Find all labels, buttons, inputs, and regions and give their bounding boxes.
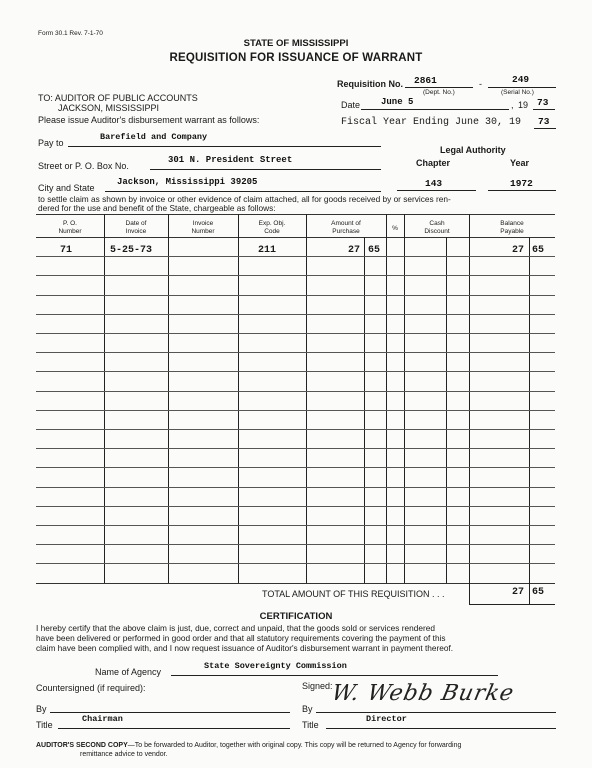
city-line: [105, 191, 381, 192]
table-row-line: [36, 371, 555, 372]
legal-authority-label: Legal Authority: [440, 145, 506, 155]
fiscal-year-line: [534, 128, 556, 129]
agency-line: [171, 675, 498, 676]
table-row-line: [36, 487, 555, 488]
footer-line-1: [36, 742, 461, 749]
header-percent: %: [392, 225, 398, 232]
city-label: City and State: [38, 183, 95, 193]
certification-line-3: claim have been complied with, and I now request issuance of Auditor's disbursement warrant in payment thereof.: [36, 643, 454, 653]
table-row-line: [36, 429, 555, 430]
requisition-label: Requisition No.: [337, 79, 403, 89]
table-row-line: [36, 525, 555, 526]
table-row-line: [36, 256, 555, 257]
footer-text: —To be forwarded to Auditor, together with original copy. This copy will be returned to Agency for forwarding: [127, 742, 462, 749]
certification-line-1: I hereby certify that the above claim is just, due, correct and unpaid, that the goods sold or services rendered: [36, 623, 435, 633]
street-value: 301 N. President Street: [168, 155, 293, 165]
table-row-line: [36, 333, 555, 334]
pay-to-label: Pay to: [38, 138, 64, 148]
total-cents: 65: [532, 587, 545, 598]
date-year: 73: [537, 97, 549, 108]
table-row-line: [36, 314, 555, 315]
table-row-line: [36, 563, 555, 564]
date-year-line: [533, 109, 555, 110]
table-row-line: [36, 544, 555, 545]
please-issue-text: Please issue Auditor's disbursement warrant as follows:: [38, 115, 260, 125]
total-dollars: 27: [512, 587, 525, 598]
title-value-right: Director: [366, 714, 407, 724]
fiscal-year-value: 73: [538, 116, 550, 127]
table-row-line: [36, 391, 555, 392]
header-exp: Exp. Obj. Code: [258, 220, 286, 235]
title-label-left: Title: [36, 720, 53, 730]
by-label-left: By: [36, 704, 47, 714]
dept-no-line: [405, 87, 473, 88]
settle-text-1: to settle claim as shown by invoice or other evidence of claim attached, all for goods received by or services ren-: [38, 194, 451, 204]
title-line-right: [326, 728, 556, 729]
cell-exp: 211: [258, 245, 277, 256]
by-line-left: [50, 712, 290, 713]
title-value-left: Chairman: [82, 714, 123, 724]
form-id: Form 30.1 Rev. 7-1-70: [38, 30, 103, 37]
serial-no-line: [488, 87, 556, 88]
header-cash: Cash Discount: [424, 220, 450, 235]
to-line-1: TO: AUDITOR OF PUBLIC ACCOUNTS: [38, 93, 198, 103]
street-label: Street or P. O. Box No.: [38, 161, 129, 171]
by-line-right: [316, 712, 556, 713]
table-row-line: [36, 410, 555, 411]
date-line: [361, 109, 509, 110]
chapter-value: 143: [425, 178, 443, 189]
requisition-dash: -: [479, 79, 482, 89]
cell-balance-dollars: 27: [512, 245, 525, 256]
date-year-prefix: 19: [518, 100, 529, 110]
header-balance: Balance Payable: [500, 220, 524, 235]
cell-amount-cents: 65: [368, 245, 381, 256]
header-date: Date of Invoice: [125, 220, 147, 235]
title-line-left: [58, 728, 290, 729]
chapter-line: [397, 190, 476, 191]
table-row-line: [36, 275, 555, 276]
pay-to-value: Barefield and Company: [100, 132, 208, 142]
header-amount: Amount of Purchase: [331, 220, 361, 235]
cell-date: 5-25-73: [110, 245, 153, 256]
signed-label: Signed:: [302, 681, 333, 691]
cell-po: 71: [60, 245, 73, 256]
cell-balance-cents: 65: [532, 245, 545, 256]
year-label: Year: [510, 158, 530, 168]
footer-line-2: remittance advice to vendor.: [80, 751, 168, 758]
settle-text-2: dered for the use and benefit of the State, chargeable as follows:: [38, 203, 276, 213]
table-row-line: [36, 506, 555, 507]
state-heading: STATE OF MISSISSIPPI: [243, 38, 349, 49]
countersigned-label: Countersigned (if required):: [36, 683, 146, 693]
table-row-line: [36, 352, 555, 353]
year-line: [488, 190, 556, 191]
header-invoice: Invoice Number: [191, 220, 215, 235]
cell-amount-dollars: 27: [348, 245, 361, 256]
table-row-line: [36, 467, 555, 468]
footer-bold: AUDITOR'S SECOND COPY: [36, 742, 128, 749]
signature: W. Webb Burke: [329, 681, 517, 706]
fiscal-year-label: Fiscal Year Ending June 30, 19: [341, 117, 522, 128]
agency-value: State Sovereignty Commission: [204, 661, 347, 671]
street-line: [150, 169, 381, 170]
pay-to-line: [68, 146, 381, 147]
dept-no-caption: (Dept. No.): [423, 89, 455, 96]
total-label: TOTAL AMOUNT OF THIS REQUISITION . . .: [262, 589, 445, 599]
table-row-line: [36, 448, 555, 449]
to-line-2: JACKSON, MISSISSIPPI: [58, 103, 160, 113]
date-label: Date: [341, 100, 361, 110]
agency-label: Name of Agency: [95, 667, 162, 677]
by-label-right: By: [302, 704, 313, 714]
city-value: Jackson, Mississippi 39205: [117, 177, 258, 187]
date-value: June 5: [381, 97, 414, 107]
dept-no-value: 2861: [414, 75, 437, 86]
chapter-label: Chapter: [416, 158, 451, 168]
certification-line-2: have been delivered or performed in good order and that all statutory requirements covering the payment of this: [36, 633, 446, 643]
form-title: REQUISITION FOR ISSUANCE OF WARRANT: [169, 52, 423, 64]
serial-no-caption: (Serial No.): [501, 89, 534, 96]
certification-title: CERTIFICATION: [259, 611, 333, 622]
serial-no-value: 249: [512, 74, 530, 85]
date-sep: ,: [511, 100, 514, 110]
title-label-right: Title: [302, 720, 319, 730]
year-value: 1972: [510, 178, 533, 189]
header-po: P. O. Number: [58, 220, 82, 235]
table-row-line: [36, 295, 555, 296]
